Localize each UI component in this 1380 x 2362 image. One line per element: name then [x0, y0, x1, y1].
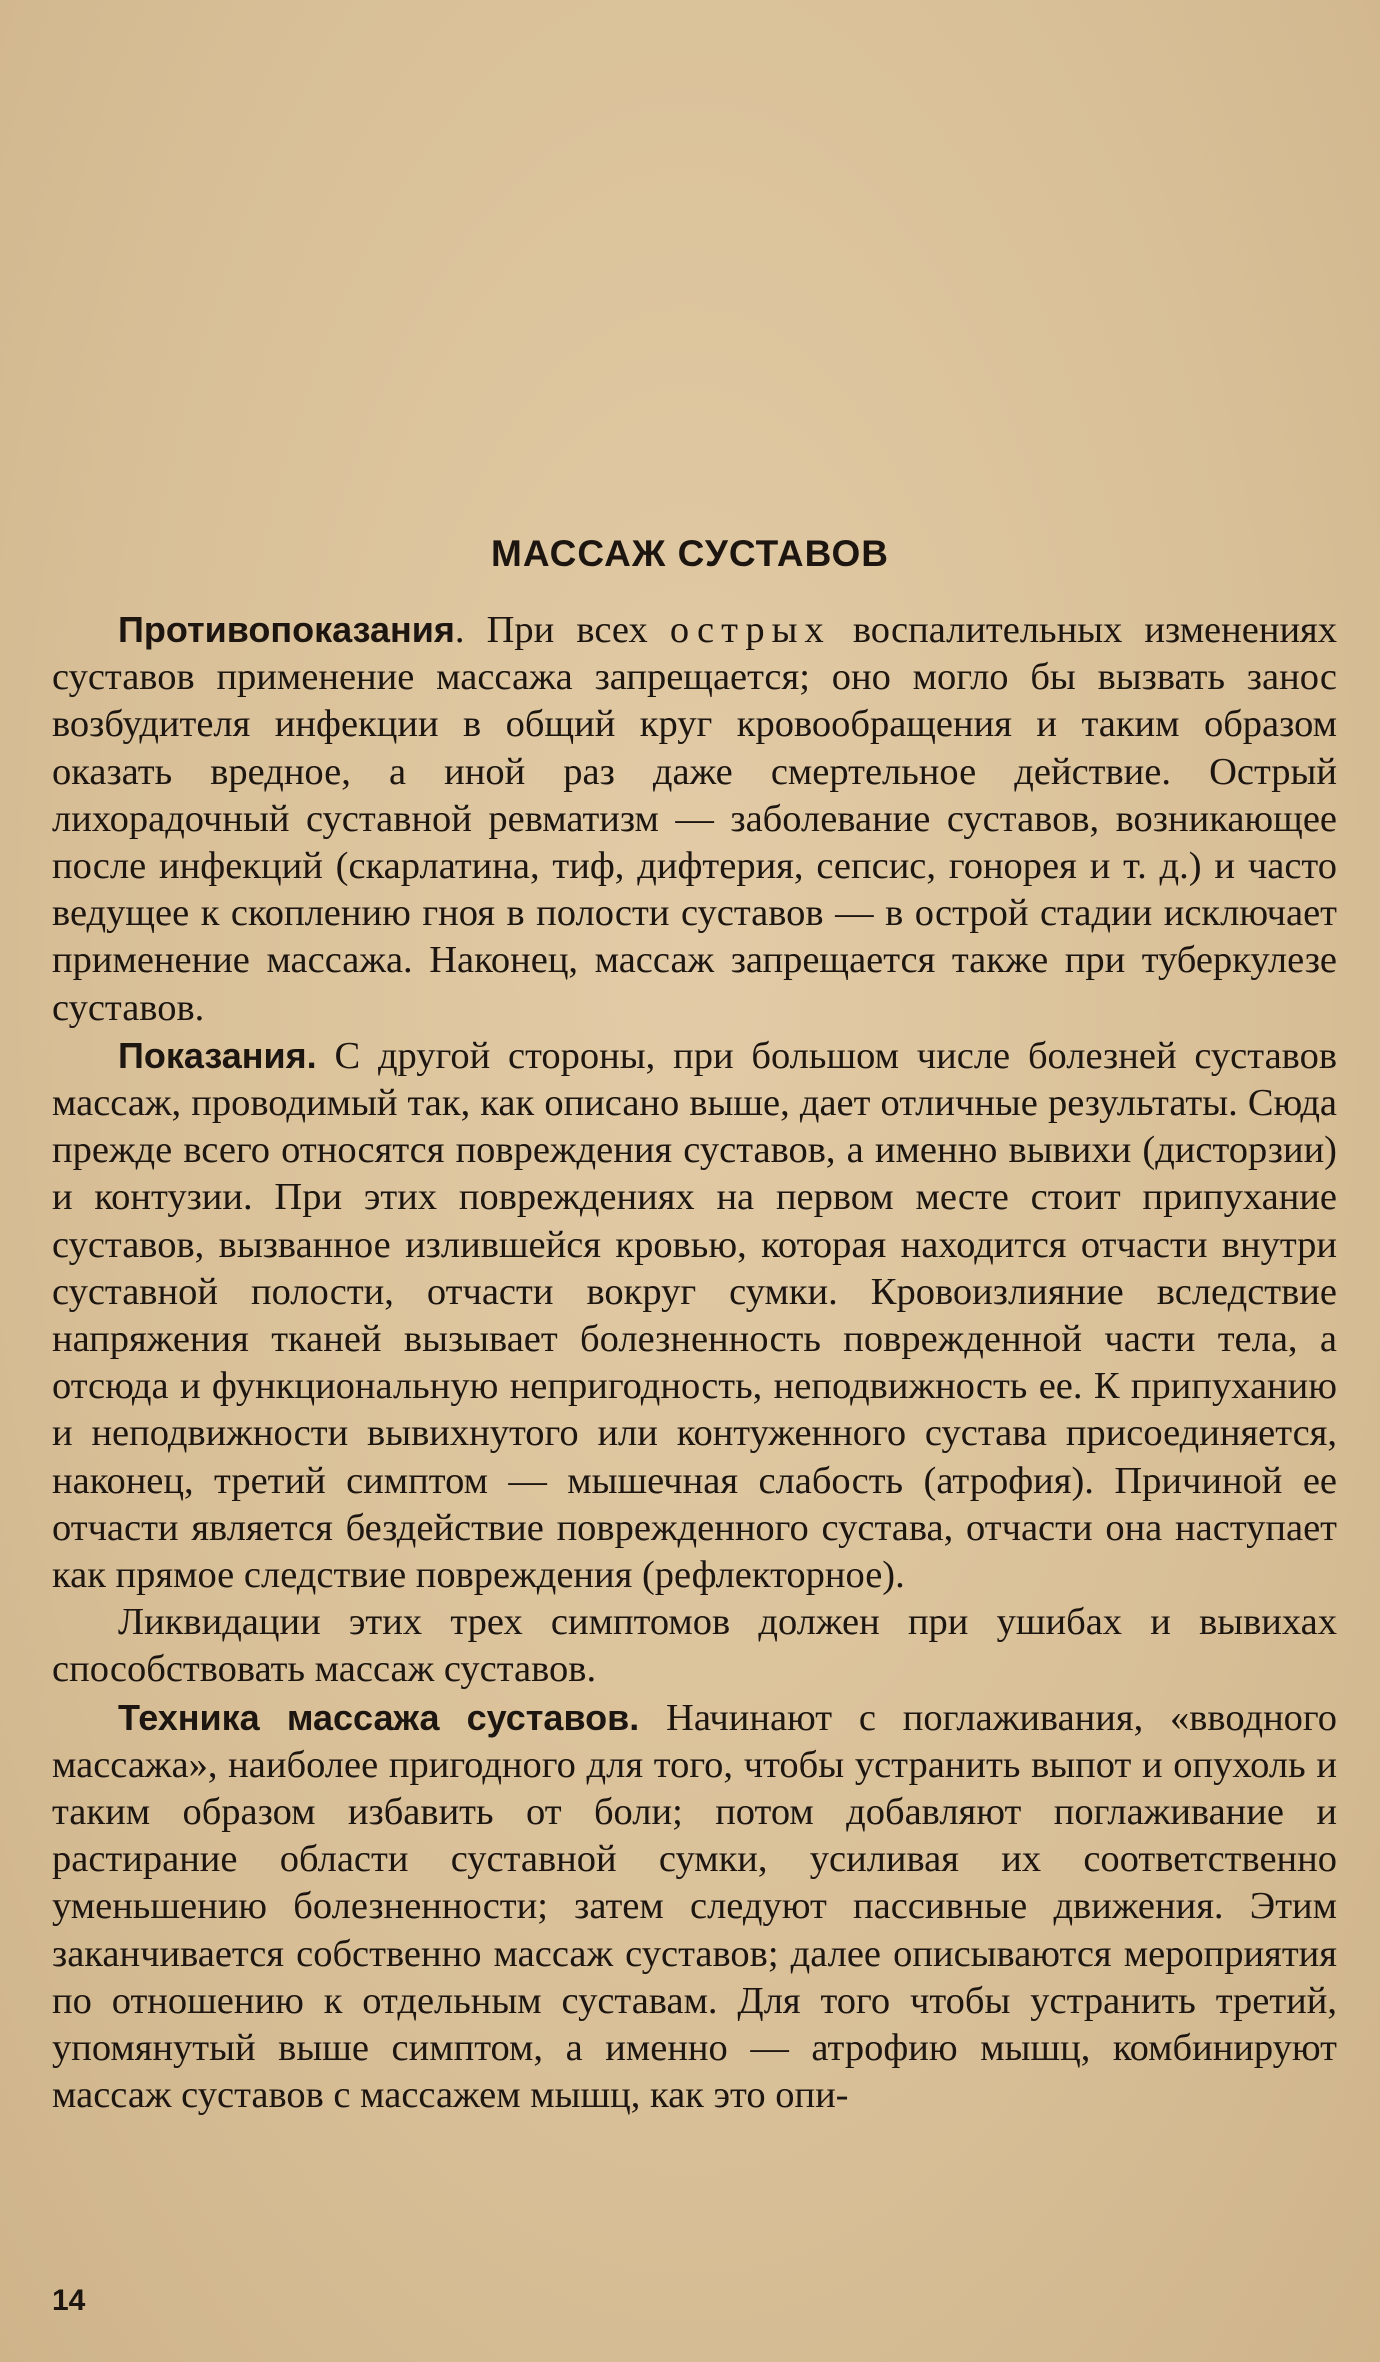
page-number: 14	[52, 2284, 86, 2317]
body-text	[52, 606, 1337, 2120]
paragraph-lead: Техника массажа суставов.	[118, 1696, 640, 1738]
paragraph-lead: Показания.	[118, 1034, 317, 1076]
paragraph-indications	[52, 1032, 1337, 1599]
paragraph-symptoms	[52, 1599, 1337, 1693]
spaced-word: острых	[669, 609, 831, 651]
section-heading: МАССАЖ СУСТАВОВ	[491, 533, 889, 574]
paragraph-text: . При всех	[454, 609, 670, 651]
paragraph-contraindications	[52, 606, 1337, 1032]
paragraph-text: воспалительных изменениях суставов применение массажа запрещается; оно могло бы вызвать занос возбудителя инфекции в общий круг кровообращения и таким образом оказать вредное, а иной раз даже смертельное действие. Острый лихорадочный суставной ревматизм — заболевание суставов, возникающее после инфекций (скарлатина, тиф, дифтерия, сепсис, гонорея и т. д.) и часто ведущее к скоплению гноя в полости суставов — в острой стадии исключает применение массажа. Наконец, массаж запрещается также при туберкулезе суставов.	[52, 609, 1338, 1029]
paragraph-text: С другой стороны, при большом числе болезней суставов массаж, проводимый так, как описано выше, дает отличные результаты. Сюда прежде всего относятся повреждения суставов, а именно вывихи (дисторзии) и контузии. При этих повреждениях на первом месте стоит припухание суставов, вызванное излившейся кровью, которая находится отчасти внутри суставной полости, отчасти вокруг сумки. Кровоизлияние вследствие напряжения тканей вызывает болезненность поврежденной части тела, а отсюда и функциональную непригодность, неподвижность ее. К припуханию и неподвижности вывихнутого или контуженного сустава присоединяется, наконец, третий симптом — мышечная слабость (атрофия). Причиной ее отчасти является бездействие поврежденного сустава, отчасти она наступает как прямое следствие повреждения (рефлекторное).	[52, 1034, 1337, 1597]
paragraph-technique	[52, 1694, 1337, 2120]
paragraph-text: Начинают с поглаживания, «вводного массажа», наиболее пригодного для того, чтобы устранить выпот и опухоль и таким образом избавить от боли; потом добавляют поглаживание и растирание области суставной сумки, усиливая их соответственно уменьшению болезненности; затем следуют пассивные движения. Этим заканчивается собственно массаж суставов; далее описываются мероприятия по отношению к отдельным суставам. Для того чтобы устранить третий, упомянутый выше симптом, а именно — атрофию мышц, комбинируют массаж суставов с массажем мышц, как это опи-	[52, 1696, 1338, 2117]
paragraph-text: Ликвидации этих трех симптомов должен при ушибах и вывихах способствовать массаж суставов.	[52, 1601, 1337, 1691]
paragraph-lead: Противопоказания	[118, 609, 455, 650]
